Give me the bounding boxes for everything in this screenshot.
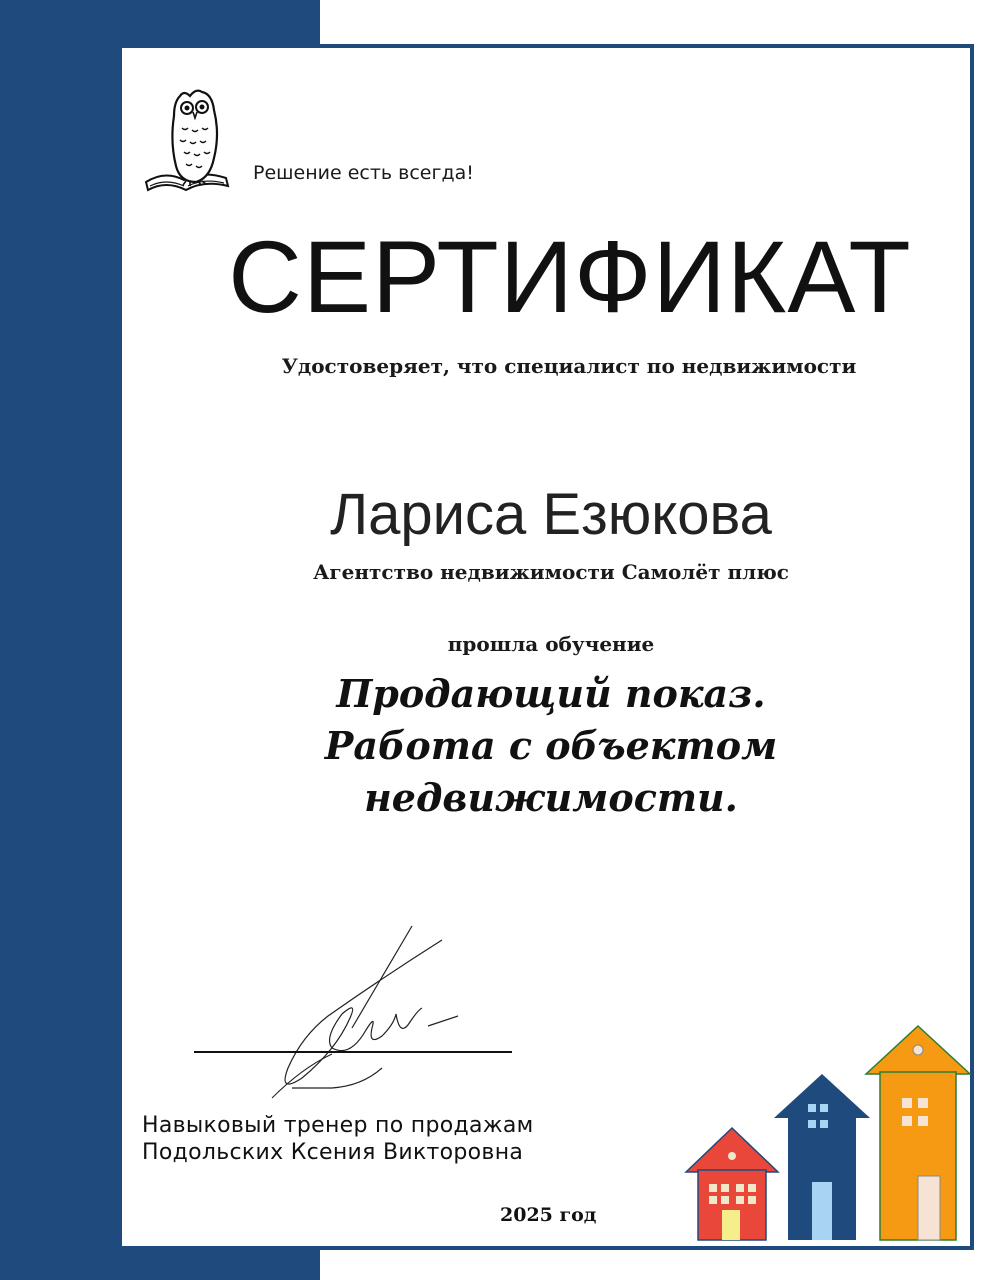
trainer-name: Подольских Ксения Викторовна (142, 1140, 524, 1165)
signature-line (194, 1051, 512, 1053)
course-title-line-2: Работа с объектом недвижимости. (324, 723, 778, 820)
signature-icon (232, 918, 472, 1108)
recipient-name: Лариса Езюкова (330, 482, 772, 547)
orange-house-icon (866, 1026, 970, 1240)
course-title-line-1: Продающий показ. (336, 671, 766, 716)
certificate (118, 44, 974, 1250)
houses-illustration-icon (682, 978, 972, 1248)
certificate-subtitle: Удостоверяет, что специалист по недвижимости (281, 354, 857, 378)
passed-label: прошла обучение (447, 632, 655, 656)
certificate-year: 2025 год (500, 1204, 597, 1226)
blue-house-icon (774, 1074, 870, 1240)
red-house-icon (686, 1128, 778, 1240)
owl-logo-icon (140, 86, 240, 196)
recipient-agency: Агентство недвижимости Самолёт плюс (313, 560, 789, 584)
tagline: Решение есть всегда! (253, 162, 474, 184)
trainer-role: Навыковый тренер по продажам (142, 1113, 534, 1138)
certificate-title: СЕРТИФИКАТ (228, 220, 912, 334)
course-title (122, 668, 970, 824)
trainer-info (142, 1112, 534, 1166)
